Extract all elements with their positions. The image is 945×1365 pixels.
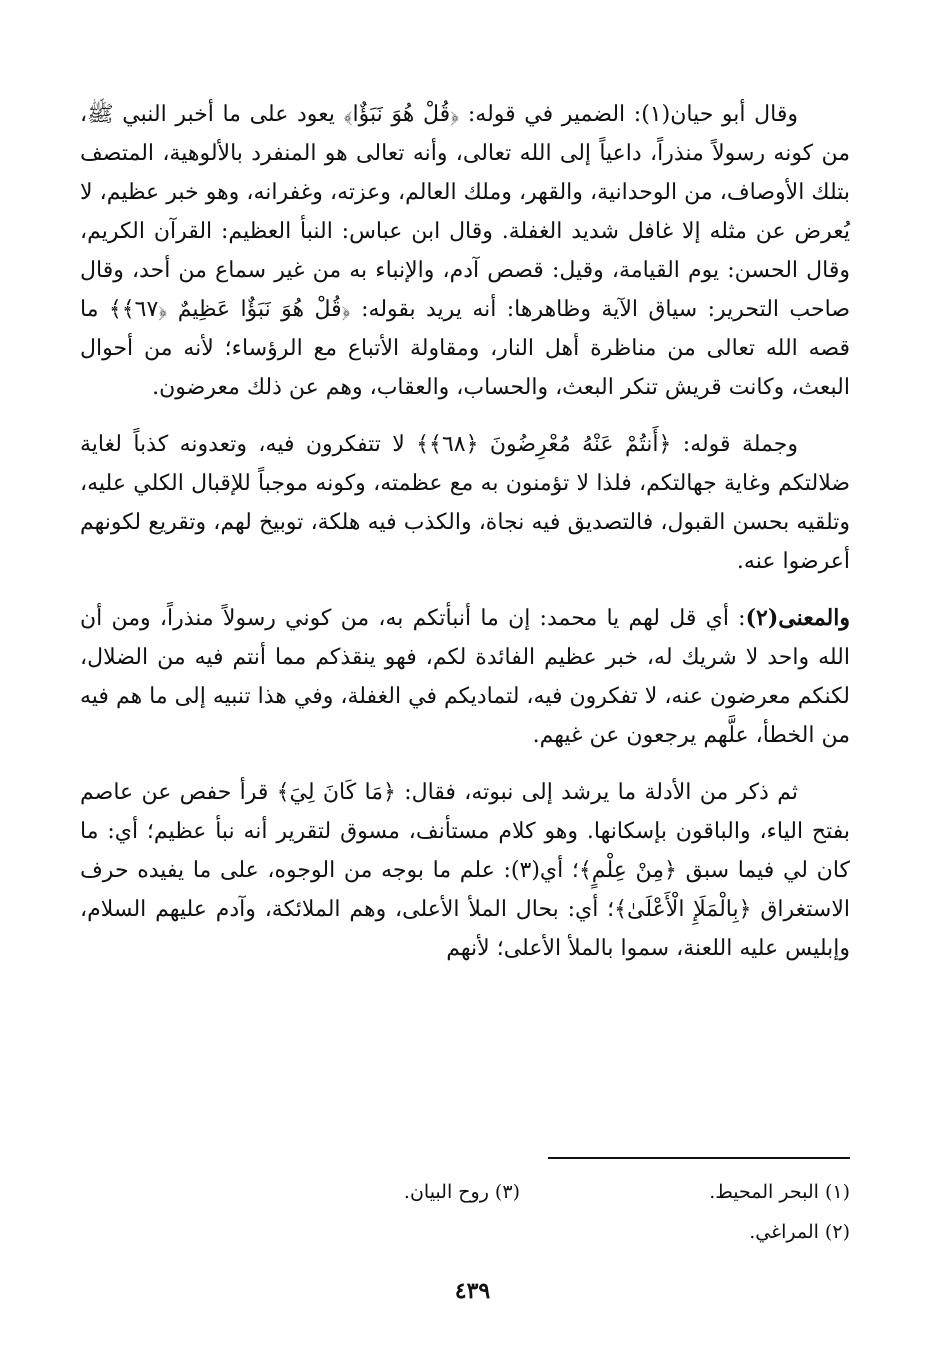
footnote-2: (٢) المراغي.: [749, 1221, 850, 1243]
body-text: [80, 95, 850, 986]
page-number: ٤٣٩: [454, 1278, 491, 1304]
footnote-3: (٣) روح البيان.: [403, 1181, 520, 1203]
meaning-label: والمعنى(٢): [745, 605, 850, 631]
meaning-text: : أي قل لهم يا محمد: إن ما أنبأتكم به، من كوني رسولاً منذراً، ومن أن الله واحد لا شريك له، خبر عظيم الفائدة لكم، فهو ينقذكم مما أنتم فيه من الضلال، لكنكم معرضون عنه، لا تفكرون فيه، لتماديكم في الغفلة، وفي هذا تنبيه إلى ما هم فيه من الخطأ، علَّهم يرجعون عن غيهم.: [80, 606, 850, 748]
paragraph-meaning: [80, 599, 850, 755]
paragraph-abu-hayyan: وقال أبو حيان(١): الضمير في قوله: ﴿قُلْ هُوَ نَبَؤٌا﴾ يعود على ما أخبر النبي ﷺ، من كونه رسولاً منذراً، داعياً إلى الله تعالى، وأنه تعالى هو المنفرد بالألوهية، المتصف بتلك الأوصاف، من الوحدانية، والقهر، وملك العالم، وعزته، وغفرانه، وهو خبر عظيم، لا يُعرض عن مثله إلا غافل شديد الغفلة. وقال ابن عباس: النبأ العظيم: القرآن الكريم، وقال الحسن: يوم القيامة، وقيل: قصص آدم، والإنباء به من غير سماع من أحد، وقال صاحب التحرير: سياق الآية وظاهرها: أنه يريد بقوله: ﴿قُلْ هُوَ نَبَؤٌا عَظِيمٌ ﴿٦٧﴾﴾ ما قصه الله تعالى من مناظرة أهل النار، ومقاولة الأتباع مع الرؤساء؛ لأنه من أحوال البعث، وكانت قريش تنكر البعث، والحساب، والعقاب، وهم عن ذلك معرضون.: [80, 102, 851, 400]
footnote-1: (١) البحر المحيط.: [709, 1181, 850, 1203]
paragraph-evidence: ثم ذكر من الأدلة ما يرشد إلى نبوته، فقال: ﴿مَا كَانَ لِيَ﴾ قرأ حفص عن عاصم بفتح الياء، والباقون بإسكانها. وهو كلام مستأنف، مسوق لتقرير أنه نبأ عظيم؛ أي: ما كان لي فيما سبق ﴿مِنْ عِلْمٍ﴾؛ أي(٣): علم ما بوجه من الوجوه، على ما يفيده حرف الاستغراق ﴿بِالْمَلَإِ الْأَعْلَىٰ﴾؛ أي: بحال الملأ الأعلى، وهم الملائكة، وآدم عليهم السلام، وإبليس عليه اللعنة، سموا بالملأ الأعلى؛ لأنهم: [80, 780, 850, 961]
footnote-row-1: [80, 1172, 850, 1212]
paragraph-sentence-meaning: وجملة قوله: ﴿أَنتُمْ عَنْهُ مُعْرِضُونَ ﴿٦٨﴾﴾ لا تتفكرون فيه، وتعدونه كذباً لغاية ضلالتكم وغاية جهالتكم، فلذا لا تؤمنون به مع عظمته، وكونه موجباً للإقبال الكلي عليه، وتلقيه بحسن القبول، فالتصديق فيه نجاة، والكذب فيه هلكة، توبيخ لهم، وتقريع لكونهم أعرضوا عنه.: [80, 432, 850, 574]
footnote-divider: [548, 1157, 850, 1159]
footnotes: [80, 1172, 850, 1252]
footnote-row-2: [80, 1212, 850, 1252]
